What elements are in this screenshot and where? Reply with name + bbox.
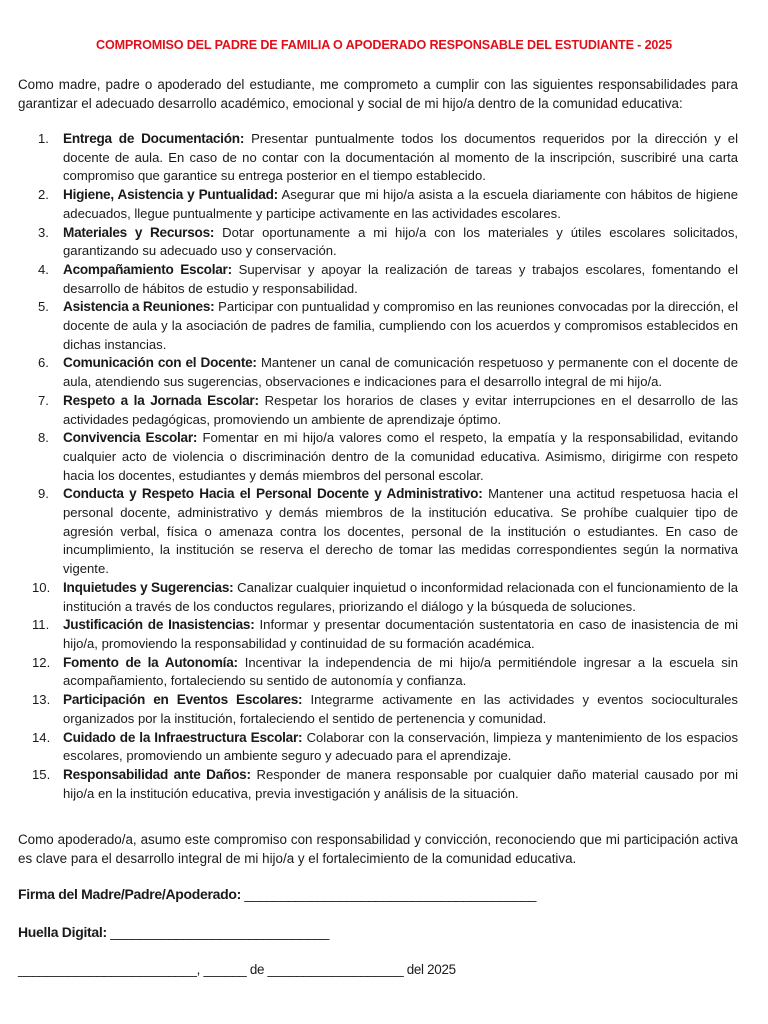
item-heading: Cuidado de la Infraestructura Escolar:	[63, 729, 303, 745]
item-heading: Fomento de la Autonomía:	[63, 654, 238, 670]
item-number: 3.	[38, 224, 49, 240]
item-heading: Asistencia a Reuniones:	[63, 299, 215, 315]
list-item	[18, 186, 738, 223]
item-number: 8.	[38, 430, 49, 446]
item-number: 2.	[38, 187, 49, 203]
fingerprint-label: Huella Digital:	[18, 924, 107, 940]
item-number: 4.	[38, 261, 49, 277]
list-item	[18, 261, 738, 298]
item-heading: Entrega de Documentación:	[63, 131, 245, 146]
list-item	[18, 691, 738, 728]
fingerprint-blank: ______________________________	[106, 924, 329, 940]
item-heading: Higiene, Asistencia y Puntualidad:	[63, 187, 278, 203]
list-item	[18, 429, 738, 485]
item-heading: Convivencia Escolar:	[63, 430, 198, 446]
item-text: Asegurar que mi hijo/a asista a la escuela diariamente con hábitos de higiene adecuados, llegue puntualmente y participe activamente en las actividades escolares.	[63, 187, 739, 221]
list-item	[18, 392, 738, 429]
signature-line	[18, 886, 536, 902]
item-text: Presentar puntualmente todos los documentos requeridos por la dirección y el docente de aula. En caso de no contar con la documentación al momento de la inscripción, suscribiré una carta compromiso que garantice su entrega posterior en el tiempo establecido.	[63, 131, 739, 184]
list-item	[18, 224, 738, 261]
item-number: 9.	[38, 486, 49, 502]
item-text: Incentivar la independencia de mi hijo/a permitiéndole ingresar a la escuela sin acompañamiento, fortaleciendo su sentido de autonomía y confianza.	[63, 654, 738, 689]
item-number: 15.	[32, 766, 51, 782]
item-text: Participar con puntualidad y compromiso en las reuniones convocadas por la dirección, el docente de aula y la asociación de padres de familia, cumpliendo con los acuerdos y compromisos establecidos en dichas instancias.	[63, 299, 738, 352]
list-item	[18, 766, 738, 803]
item-text: Fomentar en mi hijo/a valores como el respeto, la empatía y la responsabilidad, evitando cualquier acto de violencia o discriminación dentro de la comunidad educativa. Asimismo, dirigirme con respeto hacia los docentes, estudiantes y demás miembros del personal escolar.	[63, 430, 738, 483]
list-item	[18, 298, 738, 354]
item-text: Dotar oportunamente a mi hijo/a con los materiales y útiles escolares solicitados, garantizando su adecuado uso y conservación.	[63, 224, 739, 259]
item-number: 1.	[38, 131, 49, 146]
list-item	[18, 130, 738, 186]
list-item	[18, 616, 738, 653]
item-heading: Acompañamiento Escolar:	[63, 261, 232, 277]
date-line: _________________________, ______ de ___________________ del 2025	[18, 962, 456, 977]
responsibilities-list	[18, 130, 738, 803]
item-heading: Materiales y Recursos:	[63, 224, 215, 240]
list-item	[18, 579, 738, 616]
item-number: 6.	[38, 355, 49, 371]
list-item	[18, 485, 738, 579]
item-heading: Responsabilidad ante Daños:	[63, 766, 251, 782]
list-item	[18, 654, 738, 691]
list-item	[18, 354, 738, 391]
item-heading: Justificación de Inasistencias:	[63, 617, 255, 633]
item-text: Supervisar y apoyar la realización de tareas y trabajos escolares, fomentando el desarrollo de hábitos de estudio y responsabilidad.	[63, 261, 739, 296]
intro-paragraph: Como madre, padre o apoderado del estudiante, me comprometo a cumplir con las siguientes responsabilidades para garantizar el adecuado desarrollo académico, emocional y social de mi hijo/a dentro de la comunidad educativa:	[18, 77, 738, 111]
item-heading: Respeto a la Jornada Escolar:	[63, 392, 259, 408]
item-heading: Comunicación con el Docente:	[63, 355, 257, 371]
item-text: Colaborar con la conservación, limpieza y mantenimiento de los espacios escolares, promoviendo un ambiente seguro y adecuado para el aprendizaje.	[63, 729, 739, 764]
item-number: 13.	[32, 692, 51, 708]
item-text: Mantener una actitud respetuosa hacia el personal docente, administrativo y demás miembros de la institución educativa. Se prohíbe cualquier tipo de agresión verbal, física o amenaza contra los docentes, personal de la institución o estudiantes. En caso de incumplimiento, la institución se reserva el derecho de tomar las medidas correspondientes según la normativa vigente.	[63, 486, 738, 577]
document-title: COMPROMISO DEL PADRE DE FAMILIA O APODERADO RESPONSABLE DEL ESTUDIANTE - 2025	[96, 38, 672, 52]
item-text: Integrarme activamente en las actividades y eventos socioculturales organizados por la institución, fortaleciendo el sentido de pertenencia y comunidad.	[63, 692, 738, 726]
item-heading: Participación en Eventos Escolares:	[63, 692, 303, 708]
item-number: 10.	[32, 579, 51, 595]
item-number: 5.	[38, 299, 49, 315]
item-text: Mantener un canal de comunicación respetuoso y permanente con el docente de aula, atendiendo sus sugerencias, observaciones e indicaciones para el desarrollo integral de mi hijo/a.	[63, 355, 738, 390]
list-item	[18, 729, 738, 766]
item-text: Responder de manera responsable por cualquier daño material causado por mi hijo/a en la institución educativa, previa investigación y análisis de la situación.	[63, 766, 738, 801]
item-text: Informar y presentar documentación sustentatoria en caso de inasistencia de mi hijo/a, promoviendo la responsabilidad y continuidad de su formación académica.	[63, 617, 738, 651]
item-number: 14.	[32, 729, 51, 745]
closing-paragraph: Como apoderado/a, asumo este compromiso con responsabilidad y convicción, reconociendo que mi participación activa es clave para el desarrollo integral de mi hijo/a y el fortalecimiento de la comunidad educativa.	[18, 832, 738, 866]
item-heading: Inquietudes y Sugerencias:	[63, 579, 234, 595]
signature-label: Firma del Madre/Padre/Apoderado:	[18, 886, 242, 902]
item-number: 11.	[32, 617, 50, 633]
signature-blank: ________________________________________	[241, 886, 536, 902]
item-number: 12.	[32, 654, 51, 670]
item-text: Respetar los horarios de clases y evitar interrupciones en el desarrollo de las actividades pedagógicas, promoviendo un ambiente de aprendizaje óptimo.	[63, 392, 738, 427]
fingerprint-line	[18, 924, 329, 940]
item-number: 7.	[38, 392, 49, 408]
item-text: Canalizar cualquier inquietud o inconformidad relacionada con el funcionamiento de la institución a través de los conductos regulares, priorizando el diálogo y la búsqueda de soluciones.	[63, 579, 739, 614]
item-heading: Conducta y Respeto Hacia el Personal Docente y Administrativo:	[63, 486, 483, 502]
